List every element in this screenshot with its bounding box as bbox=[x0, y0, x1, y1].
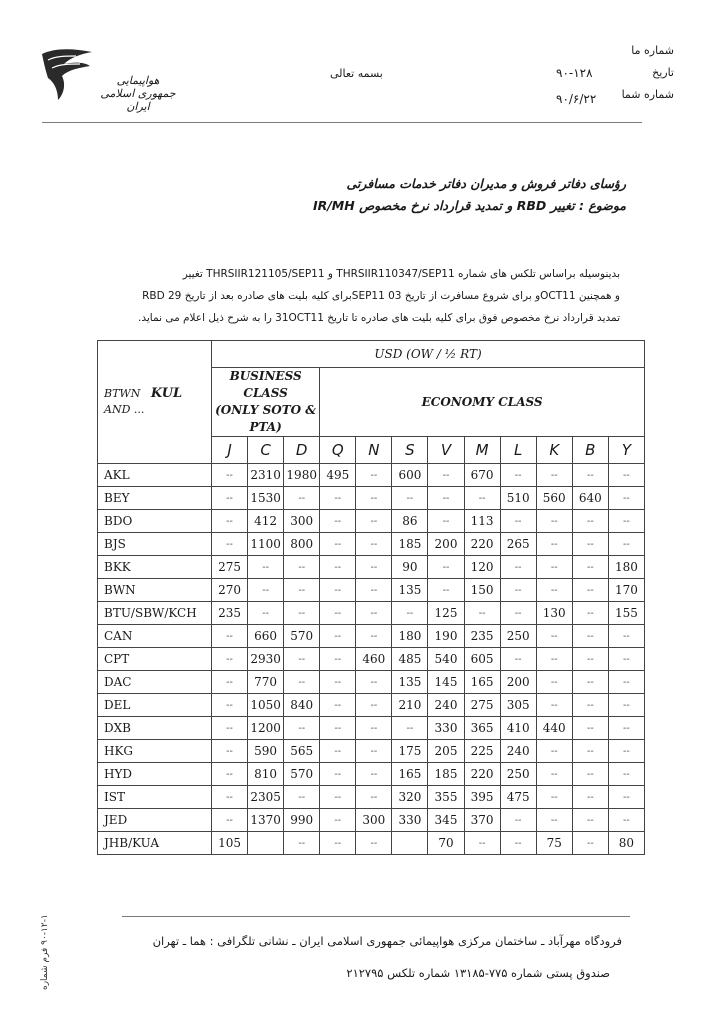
fare-cell: 185 bbox=[392, 533, 428, 556]
fare-cell: -- bbox=[356, 533, 392, 556]
fare-cell: -- bbox=[356, 694, 392, 717]
destination-cell: CAN bbox=[98, 625, 212, 648]
fare-cell: 395 bbox=[464, 786, 500, 809]
fare-cell: -- bbox=[572, 694, 608, 717]
date-value: ۹۰/۶/۲۲ bbox=[556, 92, 597, 106]
fare-cell: 105 bbox=[212, 832, 248, 855]
table-row bbox=[98, 763, 645, 786]
destination-cell: BWN bbox=[98, 579, 212, 602]
fare-cell: -- bbox=[392, 487, 428, 510]
fare-cell: -- bbox=[320, 487, 356, 510]
basmala: بسمه تعالی bbox=[330, 67, 383, 80]
fare-cell: -- bbox=[320, 671, 356, 694]
date-label: تاریخ bbox=[652, 66, 674, 79]
fare-cell: -- bbox=[500, 602, 536, 625]
fare-cell: 205 bbox=[428, 740, 464, 763]
fare-cell: -- bbox=[320, 625, 356, 648]
header-divider bbox=[42, 122, 642, 123]
table-row bbox=[98, 832, 645, 855]
fare-cell: -- bbox=[572, 671, 608, 694]
fare-cell: -- bbox=[356, 602, 392, 625]
fare-cell: 1530 bbox=[248, 487, 284, 510]
fare-cell: 130 bbox=[536, 602, 572, 625]
fare-cell: -- bbox=[536, 763, 572, 786]
fare-cell: -- bbox=[608, 717, 644, 740]
fare-cell: 605 bbox=[464, 648, 500, 671]
form-number: ۹۰-۱۲-۱ فرم شماره bbox=[40, 914, 50, 990]
destination-cell: JED bbox=[98, 809, 212, 832]
fare-cell: 75 bbox=[536, 832, 572, 855]
fare-cell: 113 bbox=[464, 510, 500, 533]
table-row bbox=[98, 694, 645, 717]
fare-cell: 990 bbox=[284, 809, 320, 832]
business-header-line2: (ONLY SOTO & PTA) bbox=[215, 403, 317, 434]
class-code-cell: V bbox=[428, 437, 464, 464]
table-row bbox=[98, 786, 645, 809]
fare-cell: -- bbox=[428, 556, 464, 579]
currency-header: USD (OW / ½ RT) bbox=[212, 341, 645, 368]
fare-cell: -- bbox=[608, 671, 644, 694]
fare-cell: 165 bbox=[464, 671, 500, 694]
fare-cell: 1100 bbox=[248, 533, 284, 556]
destination-cell: BEY bbox=[98, 487, 212, 510]
fare-cell: -- bbox=[428, 464, 464, 487]
fare-cell: -- bbox=[356, 464, 392, 487]
fare-cell: 560 bbox=[536, 487, 572, 510]
fare-cell: -- bbox=[608, 487, 644, 510]
fare-cell: -- bbox=[428, 487, 464, 510]
fare-cell: 320 bbox=[392, 786, 428, 809]
fare-cell: -- bbox=[356, 510, 392, 533]
fare-cell: -- bbox=[536, 464, 572, 487]
fare-table bbox=[97, 340, 645, 855]
fare-cell: 840 bbox=[284, 694, 320, 717]
fare-cell: -- bbox=[608, 809, 644, 832]
fare-cell: -- bbox=[500, 809, 536, 832]
destination-cell: BTU/SBW/KCH bbox=[98, 602, 212, 625]
fare-cell: 412 bbox=[248, 510, 284, 533]
fare-cell: -- bbox=[356, 717, 392, 740]
fare-cell: -- bbox=[320, 510, 356, 533]
destination-cell: IST bbox=[98, 786, 212, 809]
destination-cell: HKG bbox=[98, 740, 212, 763]
fare-cell: 240 bbox=[500, 740, 536, 763]
fare-cell: 80 bbox=[608, 832, 644, 855]
fare-cell: 300 bbox=[284, 510, 320, 533]
fare-cell: -- bbox=[536, 740, 572, 763]
fare-cell: -- bbox=[320, 579, 356, 602]
fare-cell: -- bbox=[320, 740, 356, 763]
fare-cell: -- bbox=[284, 648, 320, 671]
and-label: AND ... bbox=[104, 403, 145, 416]
fare-cell: -- bbox=[572, 510, 608, 533]
economy-class-header: ECONOMY CLASS bbox=[320, 368, 645, 437]
fare-cell: -- bbox=[536, 556, 572, 579]
fare-cell: -- bbox=[536, 510, 572, 533]
fare-cell: 570 bbox=[284, 763, 320, 786]
table-row bbox=[98, 579, 645, 602]
your-ref-label: شماره شما bbox=[621, 88, 674, 101]
fare-cell: 440 bbox=[536, 717, 572, 740]
fare-cell: 145 bbox=[428, 671, 464, 694]
fare-cell: -- bbox=[212, 786, 248, 809]
fare-cell: -- bbox=[212, 648, 248, 671]
origin-code: KUL bbox=[150, 386, 183, 401]
class-code-cell: S bbox=[392, 437, 428, 464]
fare-cell: -- bbox=[536, 533, 572, 556]
fare-cell: 70 bbox=[428, 832, 464, 855]
fare-cell: 165 bbox=[392, 763, 428, 786]
recipients-heading: رؤسای دفاتر فروش و مدیران دفاتر خدمات مسافرتی bbox=[346, 176, 626, 191]
body-line-3: تمدید قرارداد نرخ مخصوص فوق برای کلیه بلیت های صادره تا تاریخ 31OCT11 را به شرح ذیل اعلام می نماید. bbox=[138, 312, 620, 324]
body-line-2: RBD برای کلیه بلیت های صادره بعد از تاریخ 29SEP11 و برای شروع مسافرت از تاریخ 03OCT11 و همچنین bbox=[142, 290, 620, 302]
fare-cell: 225 bbox=[464, 740, 500, 763]
fare-cell: -- bbox=[320, 763, 356, 786]
footer-address: فرودگاه مهرآباد ـ ساختمان مرکزی هواپیمائی جمهوری اسلامی ایران ـ نشانی تلگرافی : هما ـ تهران bbox=[152, 934, 622, 948]
table-row bbox=[98, 533, 645, 556]
class-code-cell: M bbox=[464, 437, 500, 464]
fare-cell: 275 bbox=[212, 556, 248, 579]
destination-cell: DEL bbox=[98, 694, 212, 717]
fare-cell: -- bbox=[536, 579, 572, 602]
fare-cell: -- bbox=[320, 533, 356, 556]
fare-cell: -- bbox=[572, 602, 608, 625]
fare-cell: 155 bbox=[608, 602, 644, 625]
destination-cell: BDO bbox=[98, 510, 212, 533]
fare-cell: -- bbox=[572, 625, 608, 648]
fare-cell: 1980 bbox=[284, 464, 320, 487]
fare-cell: -- bbox=[464, 602, 500, 625]
fare-cell: 250 bbox=[500, 625, 536, 648]
fare-cell: 1200 bbox=[248, 717, 284, 740]
fare-cell: 345 bbox=[428, 809, 464, 832]
fare-cell: 460 bbox=[356, 648, 392, 671]
destination-cell: CPT bbox=[98, 648, 212, 671]
fare-cell: 410 bbox=[500, 717, 536, 740]
fare-cell: 475 bbox=[500, 786, 536, 809]
fare-cell: -- bbox=[572, 464, 608, 487]
fare-cell: 1370 bbox=[248, 809, 284, 832]
fare-cell: 565 bbox=[284, 740, 320, 763]
class-code-cell: K bbox=[536, 437, 572, 464]
table-row bbox=[98, 487, 645, 510]
fare-cell: 275 bbox=[464, 694, 500, 717]
fare-cell: 120 bbox=[464, 556, 500, 579]
class-code-cell: B bbox=[572, 437, 608, 464]
fare-cell: -- bbox=[500, 464, 536, 487]
fare-cell: -- bbox=[572, 579, 608, 602]
fare-cell: -- bbox=[536, 786, 572, 809]
fare-cell: -- bbox=[284, 832, 320, 855]
fare-cell: 800 bbox=[284, 533, 320, 556]
fare-cell: -- bbox=[392, 602, 428, 625]
fare-cell: -- bbox=[212, 464, 248, 487]
fare-cell: -- bbox=[608, 740, 644, 763]
fare-cell: -- bbox=[500, 556, 536, 579]
logo-text: هواپیمایی جمهوری اسلامی ایران bbox=[100, 74, 176, 113]
fare-cell: -- bbox=[356, 832, 392, 855]
fare-cell: -- bbox=[320, 832, 356, 855]
fare-cell: -- bbox=[464, 832, 500, 855]
fare-cell: -- bbox=[428, 510, 464, 533]
fare-cell: -- bbox=[608, 510, 644, 533]
fare-cell bbox=[248, 832, 284, 855]
fare-cell: 590 bbox=[248, 740, 284, 763]
table-row bbox=[98, 625, 645, 648]
our-ref-value: ۹۰-۱۲۸ bbox=[556, 66, 593, 80]
route-header-cell bbox=[98, 341, 212, 464]
fare-cell: 235 bbox=[464, 625, 500, 648]
fare-cell: -- bbox=[212, 694, 248, 717]
homa-logo-icon bbox=[36, 44, 96, 104]
fare-cell: -- bbox=[392, 717, 428, 740]
fare-cell: -- bbox=[356, 625, 392, 648]
business-class-header bbox=[212, 368, 320, 437]
fare-cell: 570 bbox=[284, 625, 320, 648]
fare-cell: -- bbox=[212, 671, 248, 694]
class-code-cell: Q bbox=[320, 437, 356, 464]
fare-cell: -- bbox=[212, 510, 248, 533]
fare-cell: -- bbox=[572, 717, 608, 740]
table-row bbox=[98, 671, 645, 694]
fare-cell: 125 bbox=[428, 602, 464, 625]
fare-cell: 220 bbox=[464, 763, 500, 786]
fare-cell: -- bbox=[320, 648, 356, 671]
fare-cell: -- bbox=[284, 717, 320, 740]
table-row bbox=[98, 717, 645, 740]
fare-cell: 86 bbox=[392, 510, 428, 533]
fare-cell: -- bbox=[536, 671, 572, 694]
fare-cell: 355 bbox=[428, 786, 464, 809]
fare-cell: 540 bbox=[428, 648, 464, 671]
body-line-1: بدینوسیله براساس تلکس های شماره THRSIIR110347/SEP11 و THRSIIR121105/SEP11 تغییر bbox=[182, 268, 620, 280]
fare-cell: -- bbox=[572, 740, 608, 763]
fare-cell: -- bbox=[356, 556, 392, 579]
table-row bbox=[98, 556, 645, 579]
table-row bbox=[98, 809, 645, 832]
class-code-cell: Y bbox=[608, 437, 644, 464]
business-header-line1: BUSINESS CLASS bbox=[229, 369, 302, 400]
fare-cell: -- bbox=[608, 694, 644, 717]
fare-cell: -- bbox=[608, 533, 644, 556]
fare-cell: -- bbox=[284, 487, 320, 510]
fare-cell: 770 bbox=[248, 671, 284, 694]
fare-cell: -- bbox=[212, 533, 248, 556]
fare-cell: 330 bbox=[428, 717, 464, 740]
fare-cell: -- bbox=[320, 556, 356, 579]
fare-cell: -- bbox=[212, 717, 248, 740]
fare-cell: -- bbox=[356, 487, 392, 510]
fare-cell: -- bbox=[608, 786, 644, 809]
fare-cell: 185 bbox=[428, 763, 464, 786]
fare-cell: -- bbox=[608, 763, 644, 786]
fare-cell: 330 bbox=[392, 809, 428, 832]
fare-cell: -- bbox=[356, 740, 392, 763]
fare-cell: 1050 bbox=[248, 694, 284, 717]
fare-cell: -- bbox=[572, 786, 608, 809]
subject-heading: موضوع : تغییر RBD و تمدید قرارداد نرخ مخصوص IR/MH bbox=[312, 198, 626, 213]
fare-cell: -- bbox=[356, 786, 392, 809]
fare-cell: 600 bbox=[392, 464, 428, 487]
class-code-cell: D bbox=[284, 437, 320, 464]
footer-divider bbox=[122, 916, 630, 917]
table-row bbox=[98, 602, 645, 625]
table-row bbox=[98, 740, 645, 763]
our-ref-label: شماره ما bbox=[631, 44, 674, 57]
fare-cell: 150 bbox=[464, 579, 500, 602]
fare-cell: 2930 bbox=[248, 648, 284, 671]
class-code-cell: J bbox=[212, 437, 248, 464]
fare-cell: 365 bbox=[464, 717, 500, 740]
fare-cell: 210 bbox=[392, 694, 428, 717]
fare-cell: 250 bbox=[500, 763, 536, 786]
fare-cell: -- bbox=[572, 832, 608, 855]
fare-cell: -- bbox=[500, 648, 536, 671]
fare-cell: 305 bbox=[500, 694, 536, 717]
fare-cell: -- bbox=[572, 648, 608, 671]
fare-cell: 180 bbox=[392, 625, 428, 648]
destination-cell: BKK bbox=[98, 556, 212, 579]
fare-cell: 175 bbox=[392, 740, 428, 763]
destination-cell: HYD bbox=[98, 763, 212, 786]
fare-cell: -- bbox=[212, 740, 248, 763]
fare-cell: -- bbox=[284, 602, 320, 625]
fare-cell: -- bbox=[284, 556, 320, 579]
fare-cell: 270 bbox=[212, 579, 248, 602]
fare-cell: 200 bbox=[500, 671, 536, 694]
destination-cell: DXB bbox=[98, 717, 212, 740]
fare-cell bbox=[392, 832, 428, 855]
fare-cell: 135 bbox=[392, 671, 428, 694]
fare-cell: -- bbox=[248, 579, 284, 602]
fare-cell: 640 bbox=[572, 487, 608, 510]
fare-cell: 660 bbox=[248, 625, 284, 648]
fare-cell: -- bbox=[212, 809, 248, 832]
fare-cell: -- bbox=[608, 464, 644, 487]
fare-cell: -- bbox=[464, 487, 500, 510]
fare-cell: -- bbox=[320, 602, 356, 625]
fare-cell: 2310 bbox=[248, 464, 284, 487]
fare-cell: 670 bbox=[464, 464, 500, 487]
fare-cell: 495 bbox=[320, 464, 356, 487]
class-code-cell: C bbox=[248, 437, 284, 464]
fare-cell: 235 bbox=[212, 602, 248, 625]
fare-cell: -- bbox=[248, 556, 284, 579]
fare-cell: 200 bbox=[428, 533, 464, 556]
fare-cell: 810 bbox=[248, 763, 284, 786]
fare-cell: -- bbox=[428, 579, 464, 602]
btwn-label: BTWN bbox=[104, 387, 141, 400]
fare-cell: -- bbox=[284, 671, 320, 694]
fare-cell: 300 bbox=[356, 809, 392, 832]
fare-cell: -- bbox=[212, 763, 248, 786]
destination-cell: DAC bbox=[98, 671, 212, 694]
fare-cell: 90 bbox=[392, 556, 428, 579]
fare-cell: -- bbox=[320, 694, 356, 717]
fare-cell: -- bbox=[572, 763, 608, 786]
fare-cell: -- bbox=[536, 809, 572, 832]
fare-cell: 265 bbox=[500, 533, 536, 556]
fare-cell: 510 bbox=[500, 487, 536, 510]
fare-cell: -- bbox=[500, 510, 536, 533]
fare-cell: 190 bbox=[428, 625, 464, 648]
table-row bbox=[98, 648, 645, 671]
fare-cell: -- bbox=[500, 832, 536, 855]
fare-cell: -- bbox=[572, 809, 608, 832]
fare-cell: -- bbox=[356, 671, 392, 694]
fare-cell: 370 bbox=[464, 809, 500, 832]
class-code-cell: L bbox=[500, 437, 536, 464]
fare-cell: -- bbox=[212, 487, 248, 510]
fare-cell: -- bbox=[500, 579, 536, 602]
fare-cell: 2305 bbox=[248, 786, 284, 809]
fare-cell: 170 bbox=[608, 579, 644, 602]
fare-cell: -- bbox=[536, 694, 572, 717]
fare-cell: -- bbox=[608, 648, 644, 671]
destination-cell: AKL bbox=[98, 464, 212, 487]
fare-cell: -- bbox=[356, 763, 392, 786]
fare-cell: -- bbox=[284, 786, 320, 809]
fare-cell: -- bbox=[212, 625, 248, 648]
class-code-cell: N bbox=[356, 437, 392, 464]
fare-cell: -- bbox=[356, 579, 392, 602]
fare-cell: -- bbox=[320, 809, 356, 832]
destination-cell: JHB/KUA bbox=[98, 832, 212, 855]
fare-cell: -- bbox=[536, 625, 572, 648]
footer-contact: صندوق پستی شماره ۷۷۵-۱۳۱۸۵ شماره تلکس ۲۱۲۷۹۵ bbox=[346, 966, 610, 980]
fare-cell: -- bbox=[284, 579, 320, 602]
fare-cell: -- bbox=[608, 625, 644, 648]
fare-cell: 485 bbox=[392, 648, 428, 671]
destination-cell: BJS bbox=[98, 533, 212, 556]
table-row bbox=[98, 510, 645, 533]
fare-cell: -- bbox=[572, 556, 608, 579]
table-row bbox=[98, 464, 645, 487]
fare-cell: 135 bbox=[392, 579, 428, 602]
fare-cell: -- bbox=[320, 786, 356, 809]
fare-cell: 180 bbox=[608, 556, 644, 579]
fare-cell: -- bbox=[536, 648, 572, 671]
fare-cell: 220 bbox=[464, 533, 500, 556]
fare-cell: -- bbox=[248, 602, 284, 625]
fare-cell: 240 bbox=[428, 694, 464, 717]
fare-cell: -- bbox=[320, 717, 356, 740]
fare-cell: -- bbox=[572, 533, 608, 556]
